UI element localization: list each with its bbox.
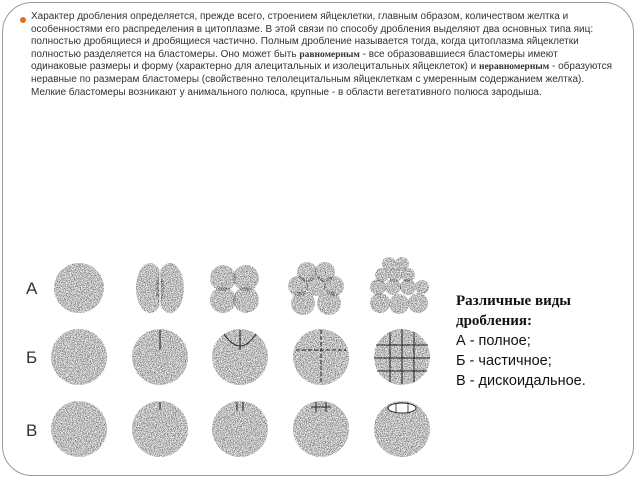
row-b-stage-8 [293, 329, 349, 385]
row-label-b: Б [26, 348, 38, 367]
row-c-stage-5 [374, 401, 430, 457]
bullet-icon [20, 17, 26, 23]
row-a-stage-1 [54, 263, 104, 313]
paragraph-bold-uniform: равномерным [299, 49, 360, 60]
row-b-stage-2 [132, 329, 188, 385]
caption-title: Различные виды дробления: [456, 293, 572, 329]
row-c-stage-1 [51, 401, 107, 457]
caption-item-c: В - дискоидальное. [456, 373, 586, 389]
row-c-stage-4 [293, 401, 349, 457]
main-paragraph [31, 11, 613, 99]
figure-caption [456, 291, 631, 391]
row-b-stage-16 [374, 329, 430, 385]
row-a-stage-2 [136, 263, 184, 313]
caption-item-b: Б - частичное; [456, 353, 552, 369]
cleavage-figure [24, 250, 454, 465]
row-c-stage-2 [132, 401, 188, 457]
row-a-stage-4 [210, 265, 259, 313]
row-a-stage-8 [288, 262, 344, 315]
paragraph-text-3: - образуются неравные по размерам бластомеры (свойственно телолецитальным яйцеклеткам с умеренным содержанием желтка). Мелкие бластомеры возникают у анимального полюса, крупные - в области вегетативного полюса зародыша. [31, 61, 613, 98]
paragraph-text-1: Характер дробления определяется, прежде всего, строением яйцеклетки, главным образом, количеством желтка и особенностями его распределения в цитоплазме. В этой связи по способу дробления выделяют два основных типа яиц: полностью дробящиеся и дробящиеся частично. Полным дробление называется тогда, когда цитоплазма яйцеклетки полностью разделяется на бластомеры. Оно может быть [31, 11, 594, 60]
caption-item-a: А - полное; [456, 333, 531, 349]
paragraph-bold-nonuniform: неравномерным [478, 62, 550, 73]
row-b-stage-1 [51, 329, 107, 385]
row-label-a: А [26, 279, 38, 298]
row-a-stage-morula [370, 257, 429, 314]
row-b-stage-4 [212, 329, 268, 385]
row-label-c: В [26, 421, 38, 440]
row-c-stage-3 [212, 401, 268, 457]
paragraph-text-2: - все образовавшиеся бластомеры имеют одинаковые размеры и форму (характерно для алецитальных и изолецитальных яйцеклеток) и [31, 48, 558, 73]
